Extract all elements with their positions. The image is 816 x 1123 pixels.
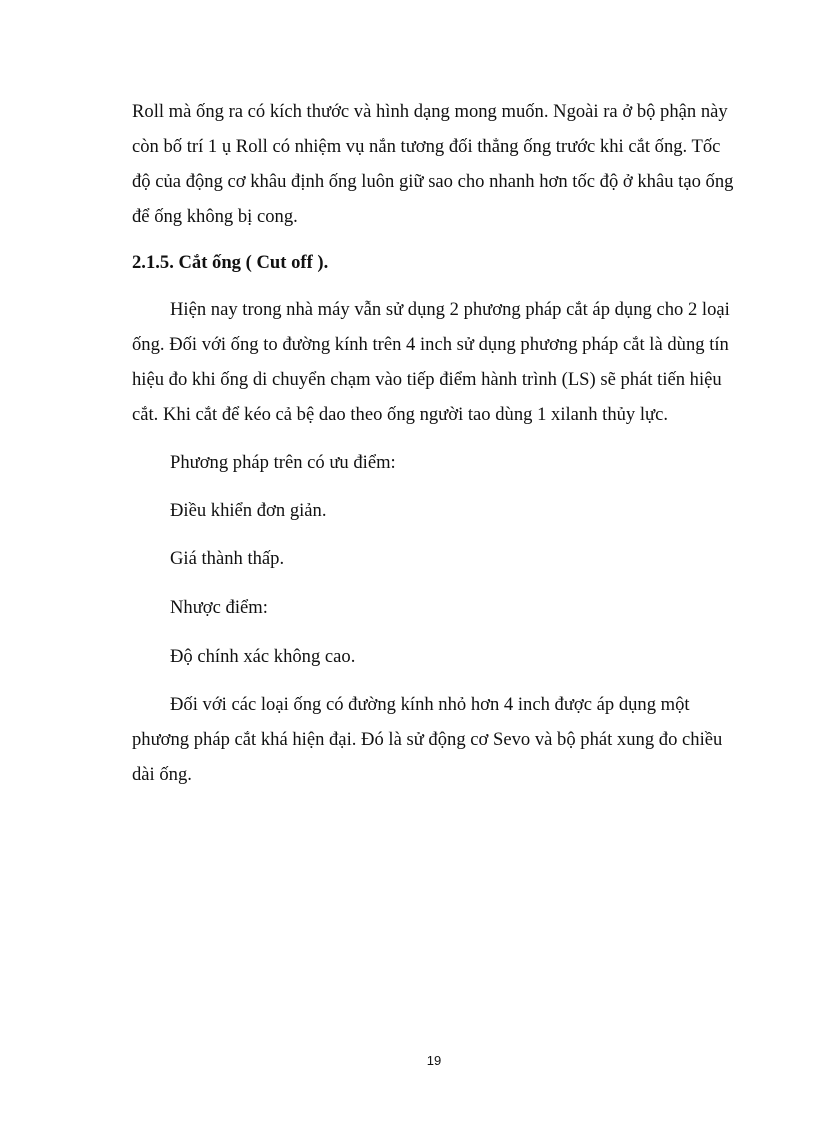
para3-line-3: dài ống. xyxy=(132,764,192,785)
para1-line-3: độ của động cơ khâu định ống luôn giữ sao cho nhanh hơn tốc độ ở khâu tạo ống xyxy=(132,171,734,192)
list-item: Nhược điểm: xyxy=(170,597,268,618)
list-item: Giá thành thấp. xyxy=(170,548,285,569)
para2-line-3: hiệu đo khi ống di chuyển chạm vào tiếp điểm hành trình (LS) sẽ phát tiến hiệu xyxy=(132,369,722,390)
para1-line-2: còn bố trí 1 ụ Roll có nhiệm vụ nắn tương đối thẳng ống trước khi cắt ống. Tốc xyxy=(132,136,721,157)
para3-line-1: Đối với các loại ống có đường kính nhỏ hơn 4 inch được áp dụng một xyxy=(170,694,690,715)
para2-line-2: ống. Đối với ống to đường kính trên 4 inch sử dụng phương pháp cắt là dùng tín xyxy=(132,334,729,355)
para2-line-4: cắt. Khi cắt để kéo cả bệ dao theo ống người tao dùng 1 xilanh thủy lực. xyxy=(132,404,669,425)
para3-line-2: phương pháp cắt khá hiện đại. Đó là sử động cơ Sevo và bộ phát xung đo chiều xyxy=(132,729,723,750)
list-item: Điều khiển đơn giản. xyxy=(170,500,327,521)
para2-line-1: Hiện nay trong nhà máy vẫn sử dụng 2 phương pháp cắt áp dụng cho 2 loại xyxy=(170,299,730,320)
list-item: Độ chính xác không cao. xyxy=(170,646,356,667)
para1-line-1: Roll mà ống ra có kích thước và hình dạng mong muốn. Ngoài ra ở bộ phận này xyxy=(132,101,728,122)
para1-line-4: để ống không bị cong. xyxy=(132,206,298,227)
page-number: 19 xyxy=(426,1053,442,1068)
section-heading: 2.1.5. Cắt ống ( Cut off ). xyxy=(132,252,329,273)
list-item: Phương pháp trên có ưu điểm: xyxy=(170,452,396,473)
